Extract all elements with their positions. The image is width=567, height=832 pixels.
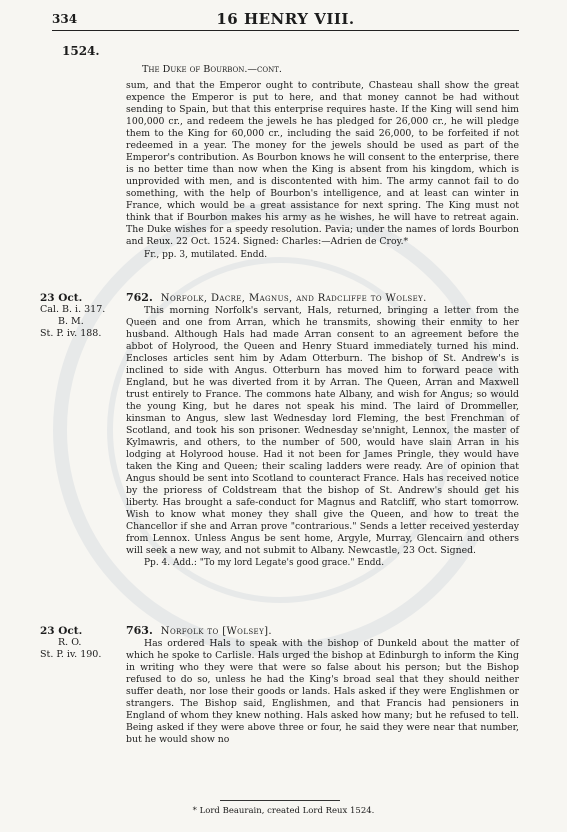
entry-763-number: 763. [126, 624, 153, 637]
margin-763 [40, 625, 120, 661]
entry-763-date: 23 Oct. [40, 625, 83, 637]
bourbon-text-block [126, 80, 519, 261]
footnote: * Lord Beaurain, created Lord Reux 1524. [192, 806, 375, 816]
running-title: 16 HENRY VIII. [216, 10, 355, 28]
entry-763-title: Norfolk to [Wolsey]. [160, 626, 272, 637]
page-number: 334 [52, 12, 78, 26]
entry-763-ref: R. O. [58, 637, 82, 648]
entry-763-heading [126, 624, 519, 637]
entry-762-source: Pp. 4. Add.: "To my lord Legate's good grace." Endd. [144, 558, 385, 568]
header-rule [52, 30, 519, 31]
entry-762-ref: B. M. [58, 316, 84, 327]
entry-762-title: Norfolk, Dacre, Magnus, and Radcliffe to Wolsey. [160, 293, 427, 304]
entry-763-paragraph: Has ordered Hals to speak with the bishop of Dunkeld about the matter of which he spoke to Carlisle. Hals urged the bishop at Edinburgh to inform the King in writing who they were that were so false about his person; but the Bishop refused to do so, unless he had the King's broad seal that they should neither suffer death, nor lose their goods or lands. Hals asked if they were Englishmen or strangers. The Bishop said, Englishmen, and that Francis had pensioners in England of whom they knew nothing. Hals asked how many; but he refused to tell. Being asked if they were above three or four, he said they were near that number, but he would show no [126, 638, 519, 745]
year-marker: 1524. [62, 44, 100, 58]
entry-762-number: 762. [126, 291, 153, 304]
bourbon-source: Fr., pp. 3, mutilated. Endd. [144, 250, 268, 260]
entry-762-heading [126, 291, 519, 304]
entry-762-ref: Cal. B. i. 317. [40, 304, 106, 315]
bourbon-paragraph: sum, and that the Emperor ought to contribute, Chasteau shall show the great expence the Emperor is put to here, and that money cannot be had without sending to Spain, but that this enterprise requires haste. If the King will send him 100,000 cr., and redeem the jewels he has pledged for 26,000 cr., he will pledge them to the King for 60,000 cr., including the said 26,000, to be forfeited if not redeemed in a year. The money for the jewels should be used as part of the Emperor's contribution. As Bourbon knows he will consent to the enterprise, there is no better time than now when the King is absent from his kingdom, which is unprovided with men, and is discontented with him. The army cannot fail to do something, with the help of Bourbon's intelligence, and at least can winter in France, which would be a great assistance for next spring. The King must not think that if Bourbon makes his army as he wishes, he will have to retreat again. The Duke wishes for a speedy resolution. Pavia; under the names of lords Bourbon and Reux. 22 Oct. 1524. Signed: Charles:—Adrien de Croy.* [126, 80, 519, 247]
entry-763-ref: St. P. iv. 190. [40, 649, 102, 660]
entry-763-text-block [126, 638, 519, 746]
entry-762-ref: St. P. iv. 188. [40, 328, 102, 339]
entry-762-paragraph: This morning Norfolk's servant, Hals, returned, bringing a letter from the Queen and one from Arran, which he transmits, showing their enmity to her husband. Although Hals had made Arran consent to an agreement before the abbot of Holyrood, the Queen and Henry Stuard immediately turned his mind. Encloses articles sent him by Adam Otterburn. The bishop of St. Andrew's is inclined to side with Angus. Otterburn has moved him to forward peace with England, but he was diverted from it by Arran. The Queen, Arran and Maxwell trust entirely to France. The commons hate Albany, and wish for Angus; so would the young King, but he dares not speak his mind. The laird of Drommeller, kinsman to Angus, slew last Wednesday lord Fleming, the best Frenchman of Scotland, and took his son prisoner. Wednesday se'nnight, Lennox, the master of Kylmawris, and others, to the number of 500, would have slain Arran in his lodging at Holyrood house. Had it not been for James Pringle, they would have taken the King and Queen; their scaling ladders were ready. Are of opinion that Angus should be sent into Scotland to counteract France. Hals has received notice by the prioress of Coldstream that the bishop of St. Andrew's should get his liberty. Has brought a safe-conduct for Magnus and Ratcliff, who start tomorrow. Wish to know what money they shall give the Queen, and how to treat the Chancellor if she and Arran prove "contrarious." Sends a letter received yesterday from Lennox. Unless Angus be sent home, Argyle, Murray, Glencairn and others will seek a new way, and not submit to Albany. Newcastle, 23 Oct. Signed. [126, 305, 519, 556]
entry-762-text-block [126, 305, 519, 569]
margin-762 [40, 292, 120, 340]
continued-heading: The Duke of Bourbon.—cont. [142, 64, 282, 75]
running-header [52, 8, 519, 30]
footnote-rule [220, 800, 340, 801]
entry-762-date: 23 Oct. [40, 292, 83, 304]
